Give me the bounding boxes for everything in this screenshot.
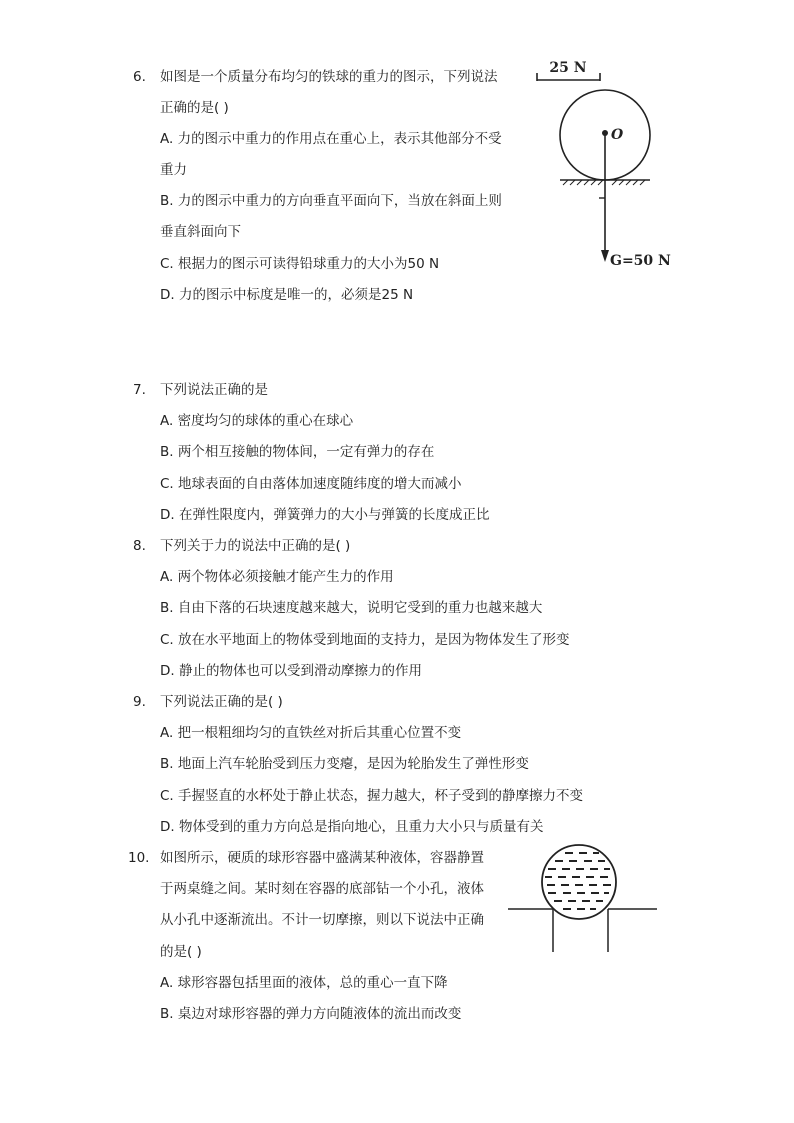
gravity-label: G=50 N <box>610 253 671 269</box>
question-10-option-b: B. 桌边对球形容器的弹力方向随液体的流出而改变 <box>160 1006 462 1022</box>
question-9-option-c: C. 手握竖直的水杯处于静止状态，握力越大，杯子受到的静摩擦力不变 <box>160 788 584 804</box>
spherical-container <box>542 845 616 919</box>
question-6-option-b-line-1: B. 力的图示中重力的方向垂直平面向下，当放在斜面上则 <box>160 193 502 209</box>
question-8-stem: 下列关于力的说法中正确的是( ) <box>160 538 351 554</box>
question-9-option-a: A. 把一根粗细均匀的直铁丝对折后其重心位置不变 <box>160 725 462 741</box>
question-7-option-a: A. 密度均匀的球体的重心在球心 <box>160 413 354 429</box>
question-10-option-a: A. 球形容器包括里面的液体，总的重心一直下降 <box>160 975 448 991</box>
question-7-option-d: D. 在弹性限度内，弹簧弹力的大小与弹簧的长度成正比 <box>160 507 490 523</box>
question-6-option-d: D. 力的图示中标度是唯一的，必须是25 N <box>160 287 414 303</box>
question-6-stem-line-2: 正确的是( ) <box>160 100 229 116</box>
question-9-number: 9. <box>133 694 146 710</box>
question-6-option-b-line-2: 垂直斜面向下 <box>160 224 241 240</box>
iron-ball-force-diagram <box>525 55 675 275</box>
question-8-option-d: D. 静止的物体也可以受到滑动摩擦力的作用 <box>160 663 422 679</box>
spherical-container-diagram <box>505 840 665 960</box>
question-6-stem-line-1: 如图是一个质量分布均匀的铁球的重力的图示，下列说法 <box>160 69 498 85</box>
question-9-option-d: D. 物体受到的重力方向总是指向地心，且重力大小只与质量有关 <box>160 819 544 835</box>
question-10-number: 10. <box>128 850 150 866</box>
question-8-option-b: B. 自由下落的石块速度越来越大，说明它受到的重力也越来越大 <box>160 600 543 616</box>
question-7-stem: 下列说法正确的是 <box>160 382 268 398</box>
question-7-option-c: C. 地球表面的自由落体加速度随纬度的增大而减小 <box>160 476 462 492</box>
question-6-option-a-line-2: 重力 <box>160 162 187 178</box>
question-8-option-c: C. 放在水平地面上的物体受到地面的支持力，是因为物体发生了形变 <box>160 632 570 648</box>
gravity-arrow-head <box>601 250 609 262</box>
question-6-option-a-line-1: A. 力的图示中重力的作用点在重心上，表示其他部分不受 <box>160 131 502 147</box>
question-9-stem: 下列说法正确的是( ) <box>160 694 283 710</box>
question-8-number: 8. <box>133 538 146 554</box>
question-6-option-c: C. 根据力的图示可读得铅球重力的大小为50 N <box>160 256 440 272</box>
scale-label: 25 N <box>549 60 587 76</box>
question-10-stem-line-4: 的是( ) <box>160 944 202 960</box>
question-10-stem-line-1: 如图所示，硬质的球形容器中盛满某种液体，容器静置 <box>160 850 484 866</box>
question-7-number: 7. <box>133 382 146 398</box>
question-8-option-a: A. 两个物体必须接触才能产生力的作用 <box>160 569 394 585</box>
question-9-option-b: B. 地面上汽车轮胎受到压力变瘪，是因为轮胎发生了弹性形变 <box>160 756 529 772</box>
question-6-number: 6. <box>133 69 146 85</box>
center-label: O <box>611 127 624 143</box>
question-10-stem-line-3: 从小孔中逐渐流出。不计一切摩擦，则以下说法中正确 <box>160 912 484 928</box>
question-7-option-b: B. 两个相互接触的物体间，一定有弹力的存在 <box>160 444 435 460</box>
question-10-stem-line-2: 于两桌缝之间。某时刻在容器的底部钻一个小孔，液体 <box>160 881 484 897</box>
